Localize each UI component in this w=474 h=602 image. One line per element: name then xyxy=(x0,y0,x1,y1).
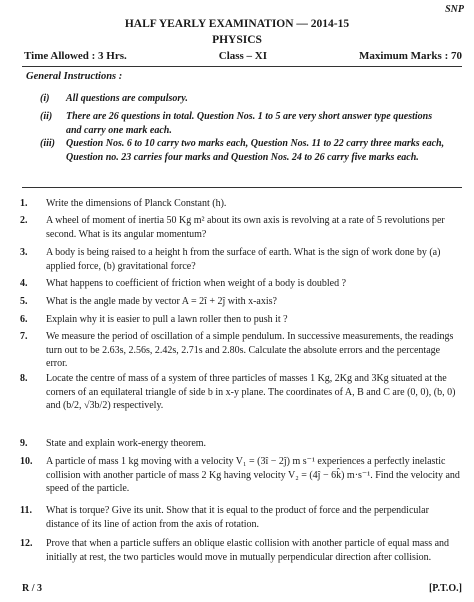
question-number: 6. xyxy=(20,314,28,325)
question-item xyxy=(20,246,460,273)
question-number: 11. xyxy=(20,505,32,516)
question-text: A particle of mass 1 kg moving with a velocity V₁ = (3î − 2ĵ) m s⁻¹ experiences a perfectly inelastic collision with another particle of mass 2 Kg having velocity V₂ = (4ĵ − 6k̂) m·s⁻¹. Find the velocity and speed of the particle. xyxy=(46,456,460,494)
question-item xyxy=(20,330,460,371)
question-number: 1. xyxy=(20,198,28,209)
question-number: 12. xyxy=(20,538,33,549)
question-number: 5. xyxy=(20,296,28,307)
question-text: We measure the period of oscillation of a simple pendulum. In successive measurements, the readings turn out to be 2.63s, 2.56s, 2.42s, 2.71s and 2.80s. Calculate the absolute errors and the percentage error. xyxy=(46,331,454,369)
instruction-text: All questions are compulsory. xyxy=(66,93,188,104)
max-marks: Maximum Marks : 70 xyxy=(359,50,462,62)
question-item xyxy=(20,504,460,531)
question-number: 10. xyxy=(20,456,33,467)
footer-pto: [P.T.O.] xyxy=(428,583,462,594)
instruction-item xyxy=(40,92,450,106)
instruction-text: Question Nos. 6 to 10 carry two marks each, Question Nos. 11 to 22 carry three marks each, Question no. 23 carries four marks and Question Nos. 24 to 26 carry five marks each. xyxy=(66,138,445,163)
question-text: Prove that when a particle suffers an oblique elastic collision with another particle of equal mass and initially at rest, the two particles would move in mutually perpendicular direction after collision. xyxy=(46,538,450,563)
question-text: Explain why it is easier to pull a lawn roller then to push it ? xyxy=(46,314,288,325)
question-number: 7. xyxy=(20,331,28,342)
instruction-number: (ii) xyxy=(40,111,53,122)
instruction-number: (iii) xyxy=(40,138,55,149)
question-item xyxy=(20,437,460,451)
question-item xyxy=(20,295,460,309)
question-item xyxy=(20,313,460,327)
time-allowed: Time Allowed : 3 Hrs. xyxy=(24,50,127,62)
instruction-item xyxy=(40,137,450,164)
footer-page-code: R / 3 xyxy=(22,583,42,594)
question-text: Locate the centre of mass of a system of three particles of masses 1 Kg, 2Kg and 3Kg situated at the corners of an equilateral triangle of side b in x-y plane. The coordinates of A, B and C are (0, 0), (b, 0) and (b/2, √3b/2) respectively. xyxy=(46,373,456,411)
question-item xyxy=(20,214,460,241)
question-item xyxy=(20,277,460,291)
question-text: State and explain work-energy theorem. xyxy=(46,438,207,449)
instruction-number: (i) xyxy=(40,93,50,104)
instruction-item xyxy=(40,110,450,137)
divider-instructions xyxy=(22,187,462,188)
question-item xyxy=(20,537,460,564)
question-text: What happens to coefficient of friction when weight of a body is doubled ? xyxy=(46,278,347,289)
instructions-heading: General Instructions : xyxy=(26,71,123,82)
divider-top xyxy=(22,66,462,67)
question-number: 9. xyxy=(20,438,28,449)
question-text: What is the angle made by vector A = 2î + 2ĵ with x-axis? xyxy=(46,296,277,307)
exam-meta-row xyxy=(24,50,462,62)
question-text: A wheel of moment of inertia 50 Kg m² about its own axis is revolving at a rate of 5 revolutions per second. What is its angular momentum? xyxy=(46,215,445,240)
paper-code: SNP xyxy=(445,4,464,15)
question-number: 3. xyxy=(20,247,28,258)
question-text: A body is being raised to a height h from the surface of earth. What is the sign of work done by (a) applied force, (b) gravitational force? xyxy=(46,247,441,272)
question-item xyxy=(20,197,460,211)
subject-title: PHYSICS xyxy=(212,34,262,46)
exam-title: HALF YEARLY EXAMINATION — 2014-15 xyxy=(124,18,350,30)
question-text: Write the dimensions of Planck Constant (h). xyxy=(46,198,227,209)
question-item xyxy=(20,372,460,413)
instruction-text: There are 26 questions in total. Question Nos. 1 to 5 are very short answer type questions and carry one mark each. xyxy=(66,111,433,136)
question-number: 8. xyxy=(20,373,28,384)
page-footer xyxy=(22,583,462,594)
question-text: What is torque? Give its unit. Show that it is equal to the product of force and the perpendicular distance of its line of action from the axis of rotation. xyxy=(46,505,429,530)
question-item xyxy=(20,455,460,496)
class-label: Class – XI xyxy=(218,50,268,62)
question-number: 2. xyxy=(20,215,28,226)
question-number: 4. xyxy=(20,278,28,289)
